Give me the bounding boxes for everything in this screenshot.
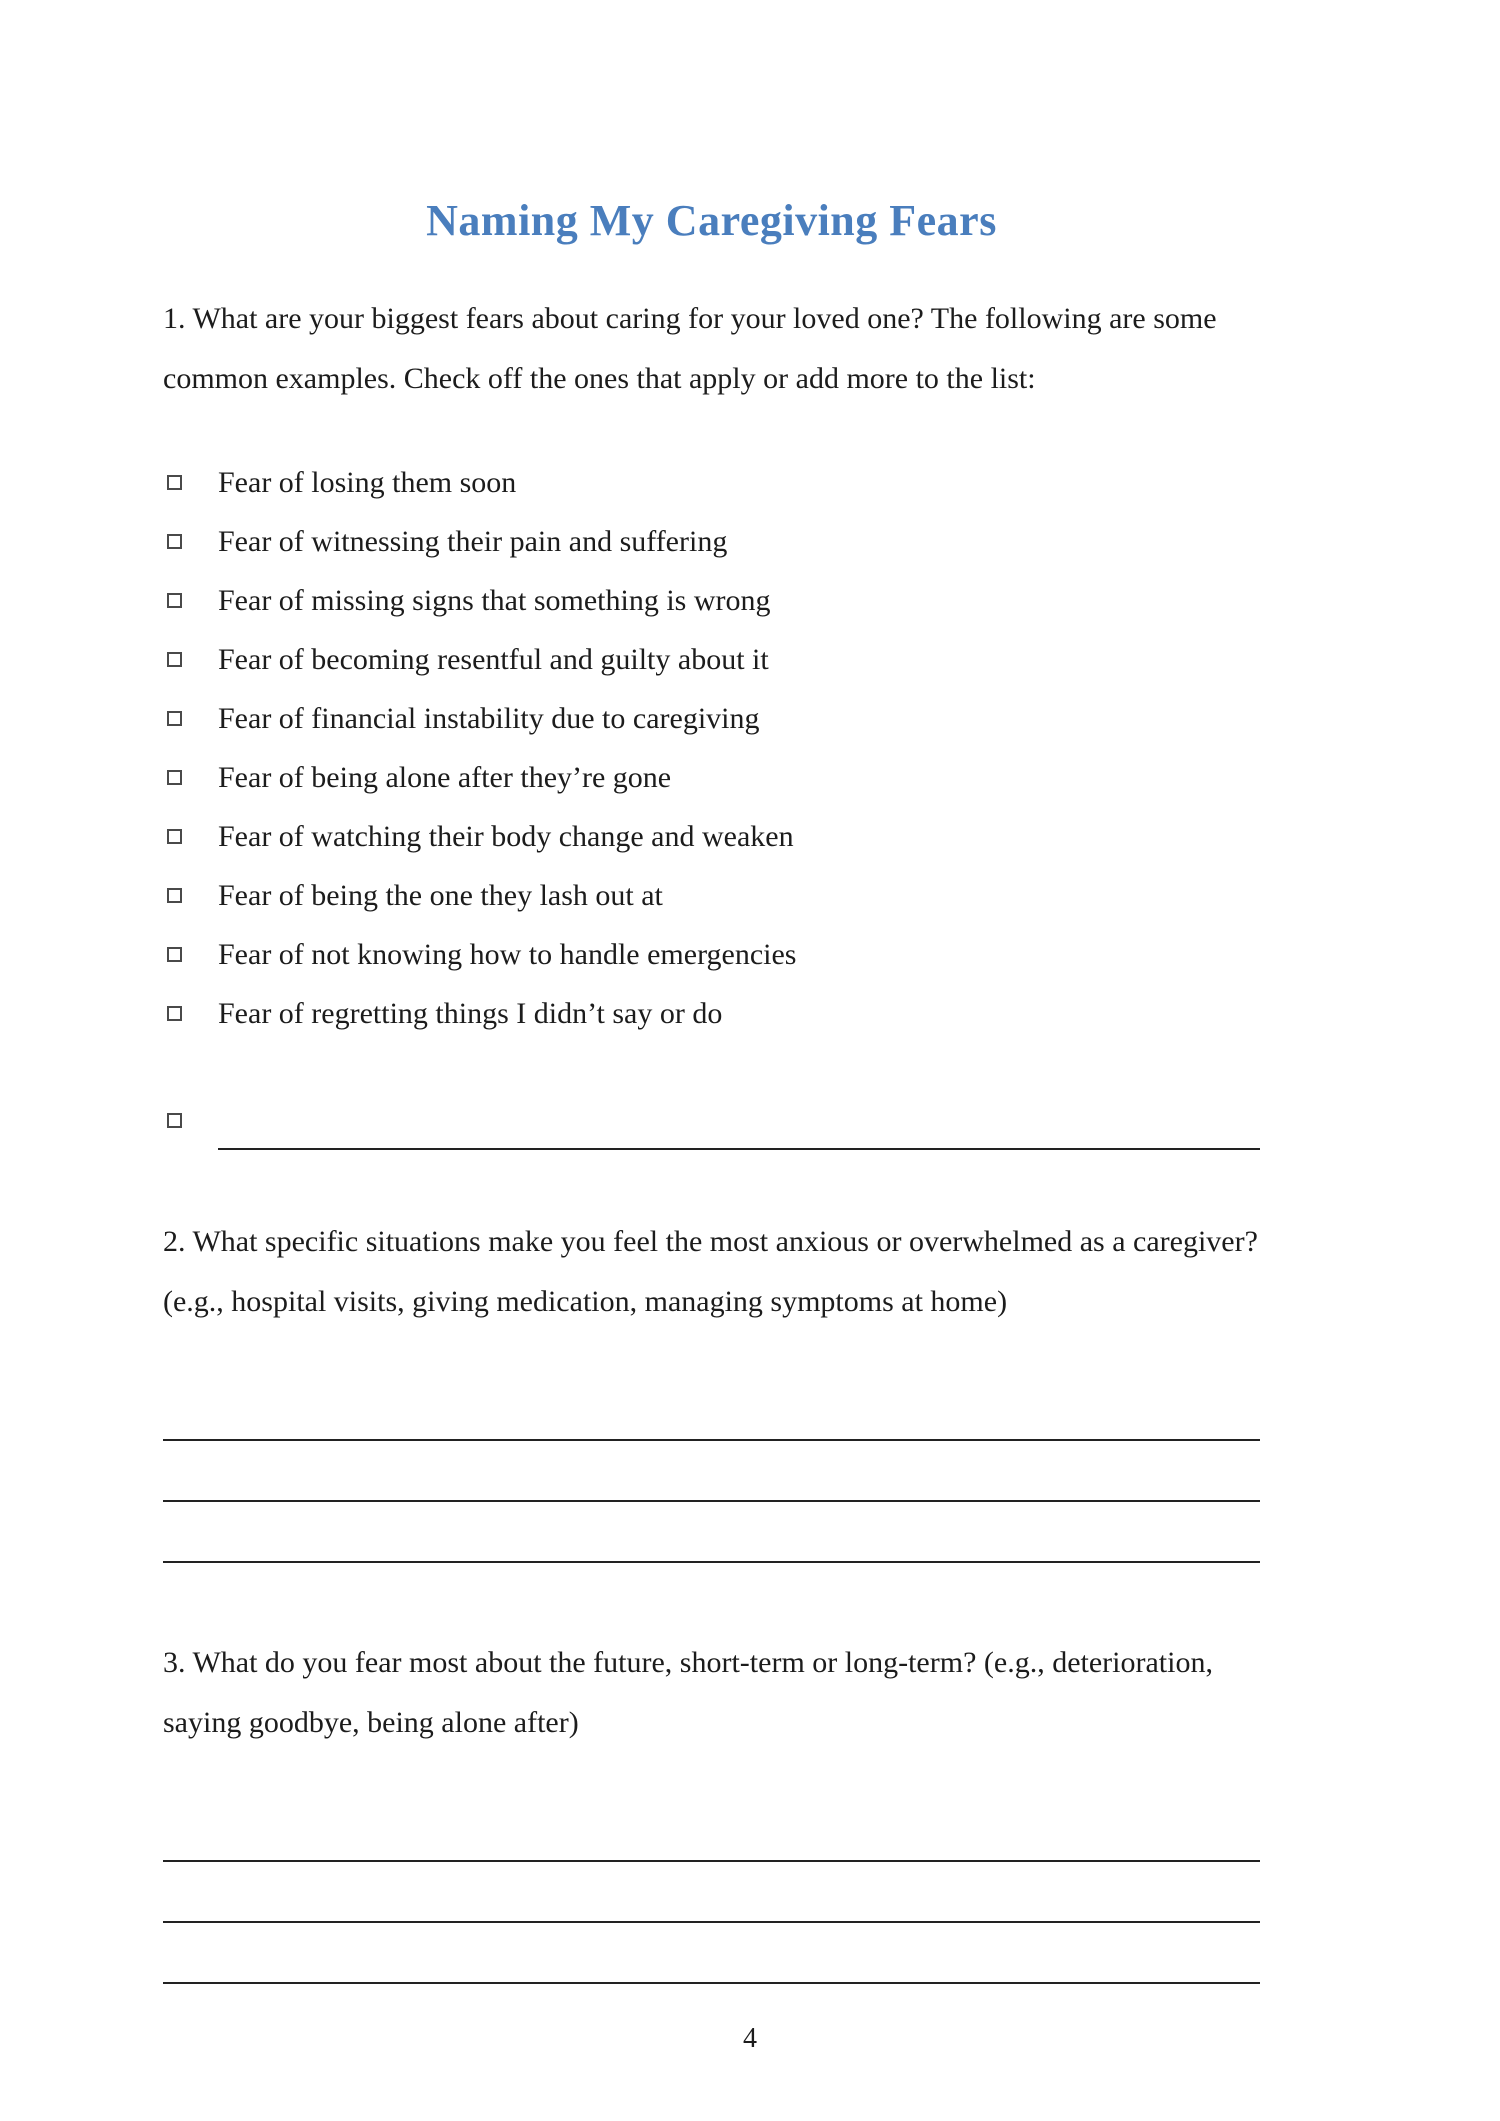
checklist-item bbox=[163, 571, 1260, 630]
answer-line[interactable] bbox=[163, 1801, 1260, 1862]
page-number: 4 bbox=[743, 2023, 757, 2054]
checklist-item-label: Fear of becoming resentful and guilty about it bbox=[218, 642, 769, 676]
checkbox-icon[interactable] bbox=[167, 475, 182, 490]
question-2-text: 2. What specific situations make you feel the most anxious or overwhelmed as a caregiver? (e.g., hospital visits, giving medication, managing symptoms at home) bbox=[163, 1225, 1258, 1318]
write-in-line[interactable] bbox=[218, 1108, 1260, 1150]
checklist-item-label: Fear of watching their body change and weaken bbox=[218, 819, 794, 853]
checkbox-icon[interactable] bbox=[167, 652, 182, 667]
question-3-text: 3. What do you fear most about the future, short-term or long-term? (e.g., deterioration, saying goodbye, being alone after) bbox=[163, 1646, 1213, 1739]
checkbox-icon[interactable] bbox=[167, 593, 182, 608]
checklist-item-label: Fear of being the one they lash out at bbox=[218, 878, 663, 912]
checkbox-icon[interactable] bbox=[167, 534, 182, 549]
checklist-item-label: Fear of financial instability due to caregiving bbox=[218, 701, 760, 735]
checkbox-icon[interactable] bbox=[167, 1113, 182, 1128]
checklist-item-label: Fear of missing signs that something is wrong bbox=[218, 583, 771, 617]
answer-line[interactable] bbox=[163, 1441, 1260, 1502]
answer-line[interactable] bbox=[163, 1380, 1260, 1441]
fears-checklist bbox=[163, 453, 1260, 1043]
answer-line[interactable] bbox=[163, 1923, 1260, 1984]
checklist-item-other bbox=[163, 1091, 1260, 1150]
checklist-item bbox=[163, 512, 1260, 571]
checkbox-icon[interactable] bbox=[167, 888, 182, 903]
question-1-text: 1. What are your biggest fears about caring for your loved one? The following are some common examples. Check off the ones that apply or add more to the list: bbox=[163, 302, 1217, 395]
answer-line[interactable] bbox=[163, 1862, 1260, 1923]
answer-line[interactable] bbox=[163, 1502, 1260, 1563]
checklist-item bbox=[163, 689, 1260, 748]
checklist-item bbox=[163, 925, 1260, 984]
checklist-item bbox=[163, 748, 1260, 807]
checklist-item bbox=[163, 807, 1260, 866]
checkbox-icon[interactable] bbox=[167, 770, 182, 785]
checklist-item bbox=[163, 453, 1260, 512]
question-2-answer-lines bbox=[163, 1380, 1260, 1563]
checkbox-icon[interactable] bbox=[167, 711, 182, 726]
checklist-item-label: Fear of losing them soon bbox=[218, 465, 517, 499]
checklist-item-label: Fear of regretting things I didn’t say or do bbox=[218, 996, 723, 1030]
checkbox-icon[interactable] bbox=[167, 1006, 182, 1021]
checkbox-icon[interactable] bbox=[167, 829, 182, 844]
question-3-answer-lines bbox=[163, 1801, 1260, 1984]
checkbox-icon[interactable] bbox=[167, 947, 182, 962]
checklist-item-label: Fear of not knowing how to handle emergencies bbox=[218, 937, 797, 971]
checklist-item-label: Fear of being alone after they’re gone bbox=[218, 760, 672, 794]
checklist-item-label: Fear of witnessing their pain and suffering bbox=[218, 524, 728, 558]
page-title: Naming My Caregiving Fears bbox=[426, 196, 997, 245]
checklist-item bbox=[163, 984, 1260, 1043]
checklist-item bbox=[163, 866, 1260, 925]
checklist-item bbox=[163, 630, 1260, 689]
